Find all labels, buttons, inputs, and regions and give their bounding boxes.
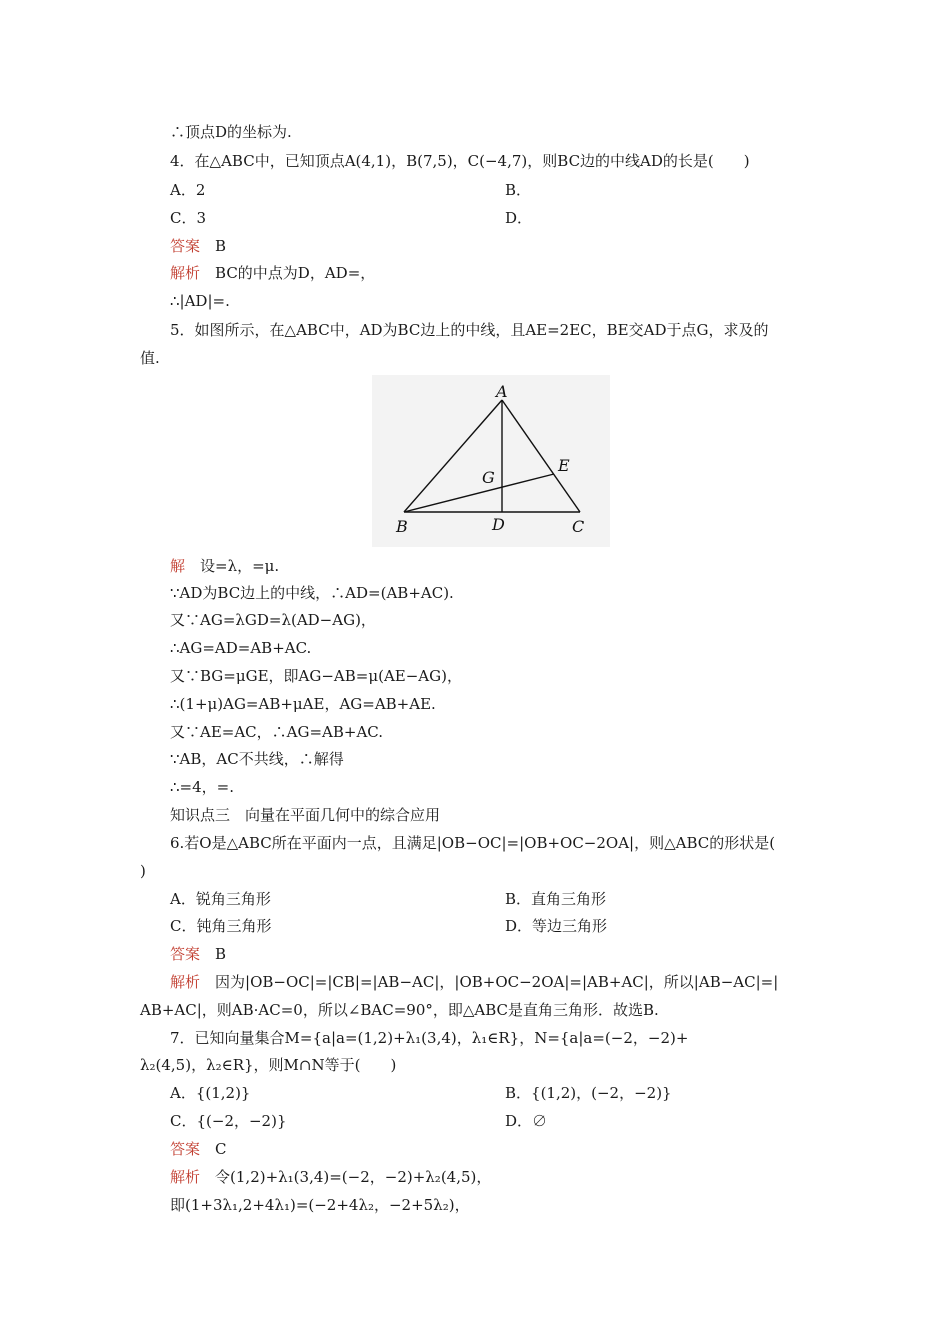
section-heading: 知识点三 向量在平面几何中的综合应用	[170, 806, 441, 824]
option-c: C．{(−2，−2)}	[170, 1112, 287, 1130]
text-line: AB+AC|，则AB·AC=0，所以∠BAC=90°，即△ABC是直角三角形．故选B.	[140, 1001, 659, 1019]
question-7: 7．已知向量集合M={a|a=(1,2)+λ₁(3,4)，λ₁∈R}，N={a|a=(−2，−2)+	[170, 1029, 689, 1047]
solution-text: 设=λ，=μ.	[200, 557, 280, 575]
text-line: ∵AB，AC不共线，∴解得	[170, 750, 344, 768]
answer-line	[170, 944, 226, 964]
text-line: 又∵BG=μGE，即AG−AB=μ(AE−AG)，	[170, 667, 462, 685]
analysis-text: 因为|OB−OC|=|CB|=|AB−AC|，|OB+OC−2OA|=|AB+AC|，所以|AB−AC|=|	[215, 973, 779, 991]
analysis-line	[170, 972, 778, 992]
text-line: 又∵AE=AC，∴AG=AB+AC.	[170, 723, 384, 741]
label-e: E	[558, 456, 570, 475]
analysis-tag: 解析	[170, 973, 201, 991]
answer-tag: 答案	[170, 237, 201, 255]
analysis-line	[170, 263, 375, 283]
answer-value: C	[215, 1140, 227, 1158]
solution-tag: 解	[170, 557, 186, 575]
option-a: A．{(1,2)}	[170, 1084, 251, 1102]
solution-line	[170, 556, 279, 576]
triangle-figure	[372, 375, 610, 547]
answer-line	[170, 236, 226, 256]
option-d: D．等边三角形	[505, 917, 608, 935]
analysis-tag: 解析	[170, 264, 201, 282]
analysis-text: BC的中点为D，AD=，	[215, 264, 376, 282]
text-line: ∴|AD|=.	[170, 292, 230, 310]
option-b: B．直角三角形	[505, 890, 607, 908]
analysis-line	[170, 1167, 491, 1187]
label-b: B	[396, 517, 408, 536]
edge-ab	[404, 400, 502, 512]
option-d: D．∅	[505, 1112, 548, 1130]
question-6: 6.若O是△ABC所在平面内一点，且满足|OB−OC|=|OB+OC−2OA|，则△ABC的形状是(	[170, 834, 776, 852]
triangle-diagram	[372, 375, 610, 547]
analysis-tag: 解析	[170, 1168, 201, 1186]
option-d: D．	[505, 209, 533, 227]
option-b: B．{(1,2)，(−2，−2)}	[505, 1084, 672, 1102]
text-line: ∴AG=AD=AB+AC.	[170, 639, 312, 657]
text-line: ∴(1+μ)AG=AB+μAE，AG=AB+AE.	[170, 695, 436, 713]
question-4: 4．在△ABC中，已知顶点A(4,1)，B(7,5)，C(−4,7)，则BC边的中线AD的长是( )	[170, 152, 750, 170]
question-5: 5．如图所示，在△ABC中，AD为BC边上的中线，且AE=2EC，BE交AD于点G，求及的	[170, 321, 769, 339]
answer-value: B	[215, 237, 227, 255]
text-line: λ₂(4,5)，λ₂∈R}，则M∩N等于( )	[140, 1056, 397, 1074]
option-c: C．3	[170, 209, 207, 227]
text-line: 即(1+3λ₁,2+4λ₁)=(−2+4λ₂，−2+5λ₂)，	[170, 1196, 470, 1214]
label-c: C	[572, 517, 585, 536]
answer-tag: 答案	[170, 1140, 201, 1158]
segment-be	[404, 474, 554, 512]
answer-tag: 答案	[170, 945, 201, 963]
text-line: 值.	[140, 349, 160, 367]
analysis-text: 令(1,2)+λ₁(3,4)=(−2，−2)+λ₂(4,5)，	[215, 1168, 492, 1186]
text-line: ∴顶点D的坐标为.	[170, 123, 292, 141]
option-a: A．2	[170, 181, 206, 199]
answer-value: B	[215, 945, 227, 963]
label-a: A	[496, 382, 508, 401]
option-a: A．锐角三角形	[170, 890, 271, 908]
option-b: B．	[505, 181, 532, 199]
text-line: ∵AD为BC边上的中线，∴AD=(AB+AC).	[170, 584, 454, 602]
text-line: 又∵AG=λGD=λ(AD−AG)，	[170, 611, 376, 629]
answer-line	[170, 1139, 227, 1159]
text-line: ∴=4，=.	[170, 778, 234, 796]
option-c: C．钝角三角形	[170, 917, 272, 935]
label-d: D	[492, 515, 505, 534]
text-line: )	[140, 862, 146, 880]
label-g: G	[482, 468, 495, 487]
